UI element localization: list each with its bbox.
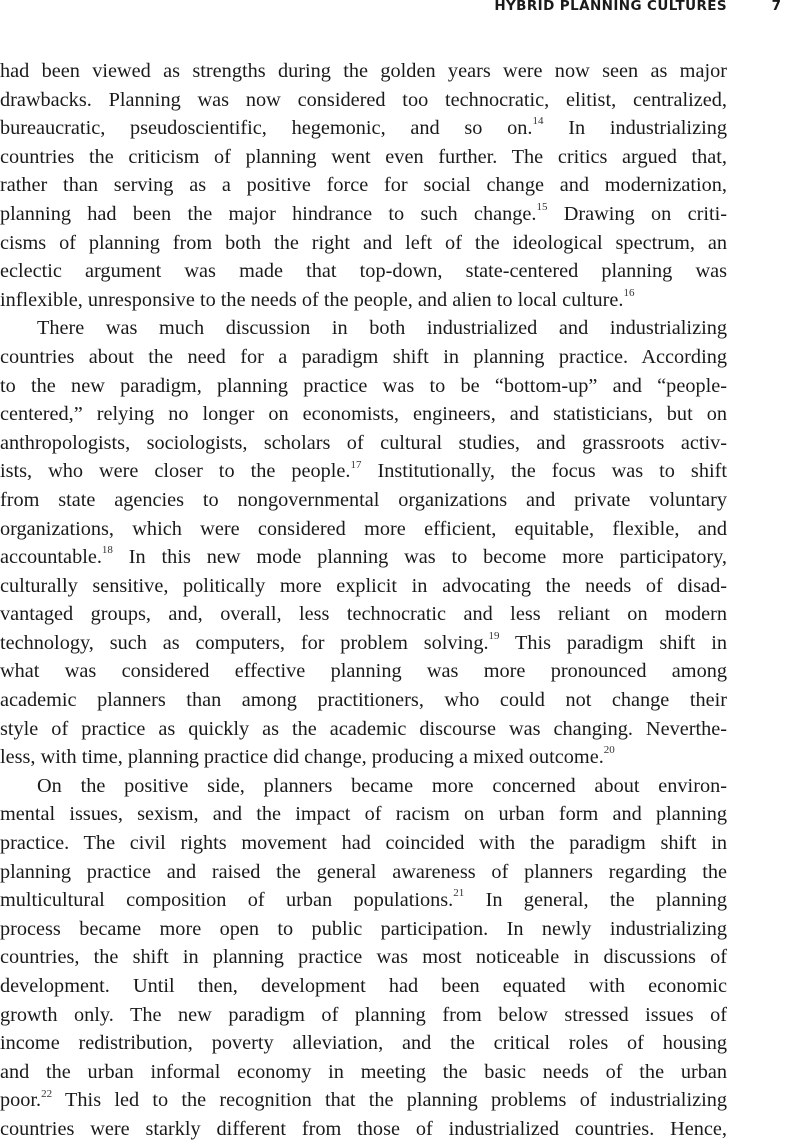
text-line xyxy=(0,715,727,744)
text-line xyxy=(0,600,727,629)
text-line xyxy=(0,57,727,86)
text-run: multicultural composition of urban populations. xyxy=(0,889,454,912)
text-line xyxy=(0,1058,727,1087)
text-run: This led to the recognition that the planning problems of industrializing xyxy=(52,1089,727,1112)
text-run: income redistribution, poverty alleviation, and the critical roles of housing xyxy=(0,1032,727,1055)
footnote-ref: 18 xyxy=(101,544,113,557)
text-run: mental issues, sexism, and the impact of racism on urban form and planning xyxy=(0,803,727,826)
text-line xyxy=(0,429,727,458)
text-line xyxy=(0,1086,727,1115)
text-line xyxy=(0,772,727,801)
text-line xyxy=(0,372,727,401)
text-run: countries, the shift in planning practice was most noticeable in discussions of xyxy=(0,946,727,969)
text-run: centered,” relying no longer on economists, engineers, and statisticians, but on xyxy=(0,403,727,426)
text-run: In this new mode planning was to become more participatory, xyxy=(112,546,727,569)
text-line xyxy=(0,1001,727,1030)
text-run: planning had been the major hindrance to such change. xyxy=(0,202,537,225)
text-run: bureaucratic, pseudoscientific, hegemonic, and so on. xyxy=(0,117,533,140)
text-run: accountable. xyxy=(0,546,102,569)
text-line xyxy=(0,257,727,286)
text-line xyxy=(0,629,727,658)
text-line xyxy=(0,1115,727,1144)
text-run: academic planners than among practitioners, who could not change their xyxy=(0,689,727,712)
text-run: countries were starkly different from those of industrialized countries. Hence, xyxy=(0,1117,727,1140)
running-title: HYBRID PLANNING CULTURES xyxy=(494,0,727,14)
text-run: practice. The civil rights movement had coincided with the paradigm shift in xyxy=(0,832,727,855)
text-line xyxy=(0,800,727,829)
text-line xyxy=(0,286,727,315)
text-run: process became more open to public participation. In newly industrializing xyxy=(0,917,727,940)
text-run: In general, the planning xyxy=(464,889,727,912)
footnote-ref: 16 xyxy=(623,286,635,299)
footnote-ref: 21 xyxy=(453,887,465,900)
text-line xyxy=(0,143,727,172)
footnote-ref: 19 xyxy=(488,630,500,643)
text-run: Institutionally, the focus was to shift xyxy=(361,460,727,483)
text-run: planning practice and raised the general awareness of planners regarding the xyxy=(0,860,727,883)
text-line xyxy=(0,343,727,372)
text-line xyxy=(0,657,727,686)
text-run: rather than serving as a positive force for social change and modernization, xyxy=(0,174,727,197)
text-line xyxy=(0,686,727,715)
text-run: cisms of planning from both the right and left of the ideological spectrum, an xyxy=(0,231,727,254)
text-run: On the positive side, planners became more concerned about environ- xyxy=(37,774,727,797)
paragraph xyxy=(0,314,727,772)
text-run: inflexible, unresponsive to the needs of the people, and alien to local culture. xyxy=(0,288,624,311)
text-run: style of practice as quickly as the academic discourse was changing. Neverthe- xyxy=(0,717,727,740)
text-run: growth only. The new paradigm of planning from below stressed issues of xyxy=(0,1003,727,1026)
text-run: and the urban informal economy in meeting the basic needs of the urban xyxy=(0,1060,727,1083)
text-run: vantaged groups, and, overall, less technocratic and less reliant on modern xyxy=(0,603,727,626)
footnote-ref: 15 xyxy=(536,201,548,214)
text-line xyxy=(0,743,727,772)
text-run: from state agencies to nongovernmental organizations and private voluntary xyxy=(0,488,727,511)
body-text xyxy=(0,57,727,1144)
page-number: 7 xyxy=(771,0,781,14)
text-run: There was much discussion in both industrialized and industrializing xyxy=(37,317,727,340)
text-line xyxy=(0,457,727,486)
running-head xyxy=(0,0,785,16)
text-line xyxy=(0,858,727,887)
text-run: culturally sensitive, politically more explicit in advocating the needs of disad- xyxy=(0,574,727,597)
footnote-ref: 14 xyxy=(532,115,544,128)
text-line xyxy=(0,515,727,544)
text-line xyxy=(0,829,727,858)
text-line xyxy=(0,886,727,915)
text-line xyxy=(0,572,727,601)
paragraph xyxy=(0,57,727,314)
text-line xyxy=(0,543,727,572)
text-line xyxy=(0,972,727,1001)
text-line xyxy=(0,486,727,515)
text-run: Drawing on criti- xyxy=(547,202,727,225)
text-run: less, with time, planning practice did change, producing a mixed outcome. xyxy=(0,746,604,769)
text-line xyxy=(0,114,727,143)
text-line xyxy=(0,171,727,200)
paragraph xyxy=(0,772,727,1144)
text-run: to the new paradigm, planning practice was to be “bottom-up” and “people- xyxy=(0,374,727,397)
text-run: eclectic argument was made that top-down, state-centered planning was xyxy=(0,260,727,283)
text-run: This paradigm shift in xyxy=(499,631,727,654)
text-line xyxy=(0,200,727,229)
text-line xyxy=(0,915,727,944)
text-line xyxy=(0,943,727,972)
text-line xyxy=(0,400,727,429)
text-run: technology, such as computers, for problem solving. xyxy=(0,631,489,654)
text-run: anthropologists, sociologists, scholars of cultural studies, and grassroots activ- xyxy=(0,431,727,454)
text-line xyxy=(0,1029,727,1058)
text-line xyxy=(0,229,727,258)
footnote-ref: 20 xyxy=(603,744,615,757)
text-run: poor. xyxy=(0,1089,42,1112)
text-run: drawbacks. Planning was now considered too technocratic, elitist, centralized, xyxy=(0,88,727,111)
text-line xyxy=(0,314,727,343)
text-run: development. Until then, development had been equated with economic xyxy=(0,975,727,997)
text-run: In industrializing xyxy=(543,117,727,140)
text-run: countries about the need for a paradigm shift in planning practice. According xyxy=(0,345,727,368)
footnote-ref: 22 xyxy=(41,1087,53,1100)
text-run: had been viewed as strengths during the golden years were now seen as major xyxy=(0,60,727,82)
text-run: organizations, which were considered more efficient, equitable, flexible, and xyxy=(0,517,727,540)
text-line xyxy=(0,86,727,115)
text-run: ists, who were closer to the people. xyxy=(0,460,351,483)
text-run: countries the criticism of planning went even further. The critics argued that, xyxy=(0,145,727,168)
footnote-ref: 17 xyxy=(350,458,362,471)
text-run: what was considered effective planning was more pronounced among xyxy=(0,660,727,683)
